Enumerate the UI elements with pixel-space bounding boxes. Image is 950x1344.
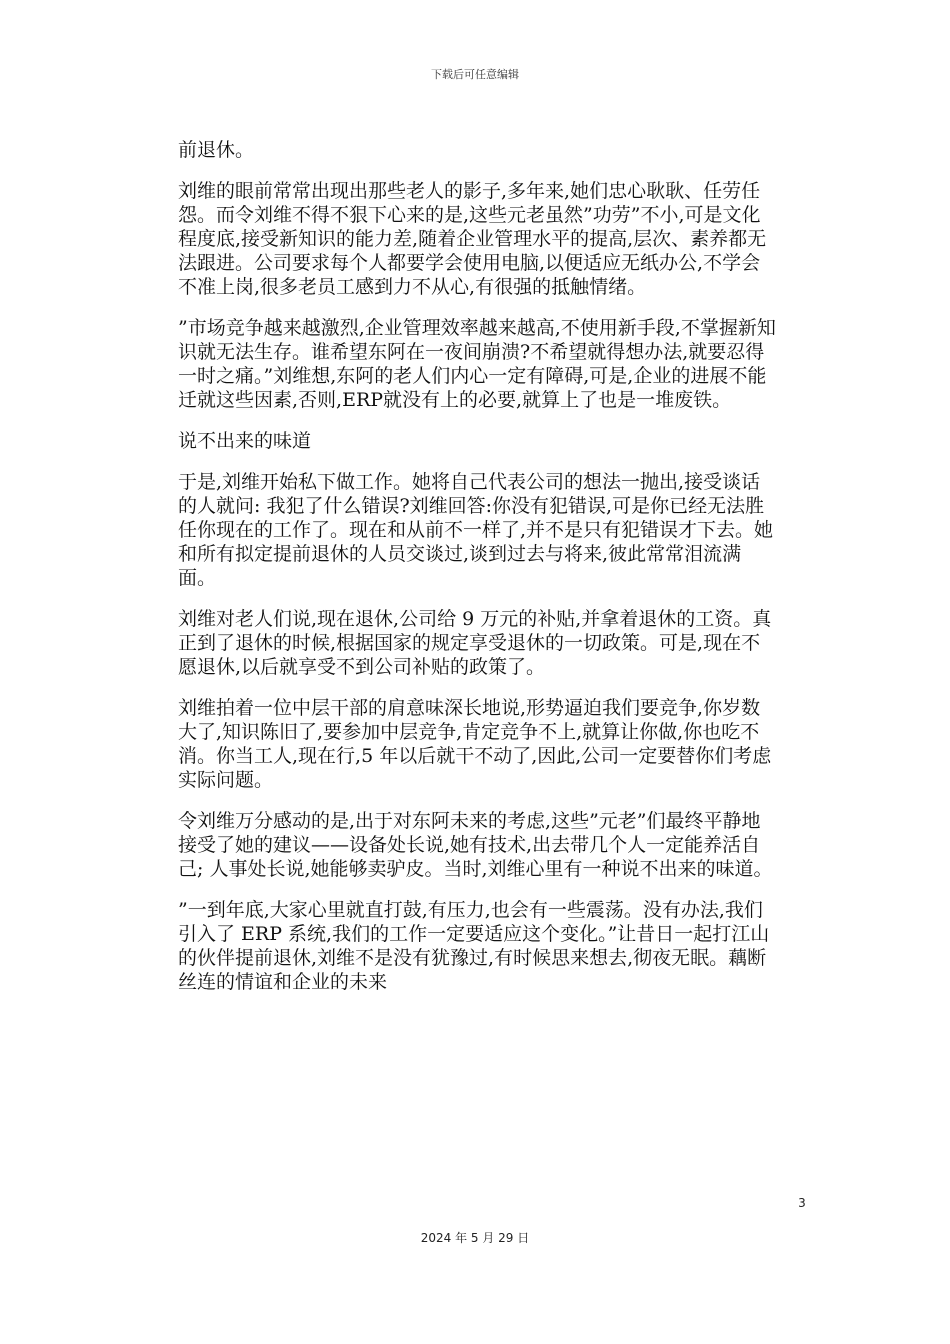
document-body [178,138,778,1011]
paragraph: 刘维拍着一位中层干部的肩意味深长地说,形势逼迫我们要竞争,你岁数大了,知识陈旧了,要参加中层竞争,肯定竞争不上,就算让你做,你也吃不消。你当工人,现在行,5 年以后就干不动了,因此,公司一定要替你们考虑实际问题。 [178,697,772,791]
section-heading: 说不出来的味道 [178,430,312,452]
page-footer-date: 2024 年 5 月 29 日 [420,1231,530,1245]
paragraph: 于是,刘维开始私下做工作。她将自己代表公司的想法一抛出,接受谈话的人就问: 我犯了什么错误?刘维回答:你没有犯错误,可是你已经无法胜任你现在的工作了。现在和从前不一样了,并不是只有犯错误才下去。她和所有拟定提前退休的人员交谈过,谈到过去与将来,彼此常常泪流满面。 [178,471,774,589]
paragraph: 令刘维万分感动的是,出于对东阿未来的考虑,这些”元老”们最终平静地接受了她的建议——设备处长说,她有技术,出去带几个人一定能养活自己; 人事处长说,她能够卖驴皮。当时,刘维心里有一种说不出来的味道。 [178,810,773,880]
paragraph: ”一到年底,大家心里就直打鼓,有压力,也会有一些震荡。没有办法,我们引入了 ERP 系统,我们的工作一定要适应这个变化。”让昔日一起打江山的伙伴提前退休,刘维不是没有犹豫过,有时候思来想去,彻夜无眠。藕断丝连的情谊和企业的未来 [178,899,770,993]
paragraph: 刘维对老人们说,现在退休,公司给 9 万元的补贴,并拿着退休的工资。真正到了退休的时候,根据国家的规定享受退休的一切政策。可是,现在不愿退休,以后就享受不到公司补贴的政策了。 [178,608,772,678]
paragraph: 刘维的眼前常常出现出那些老人的影子,多年来,她们忠心耿耿、任劳任怨。而令刘维不得不狠下心来的是,这些元老虽然”功劳”不小,可是文化程度底,接受新知识的能力差,随着企业管理水平的提高,层次、素养都无法跟进。公司要求每个人都要学会使用电脑,以便适应无纸办公,不学会不准上岗,很多老员工感到力不从心,有很强的抵触情绪。 [178,180,767,298]
page-number: 3 [798,1196,806,1210]
page-header: 下载后可任意编辑 [431,68,519,81]
paragraph: 前退休。 [178,139,255,161]
paragraph: ”市场竞争越来越激烈,企业管理效率越来越高,不使用新手段,不掌握新知识就无法生存。谁希望东阿在一夜间崩溃?不希望就得想办法,就要忍得一时之痛。”刘维想,东阿的老人们内心一定有障碍,可是,企业的进展不能迁就这些因素,否则,ERP就没有上的必要,就算上了也是一堆废铁。 [178,317,776,411]
